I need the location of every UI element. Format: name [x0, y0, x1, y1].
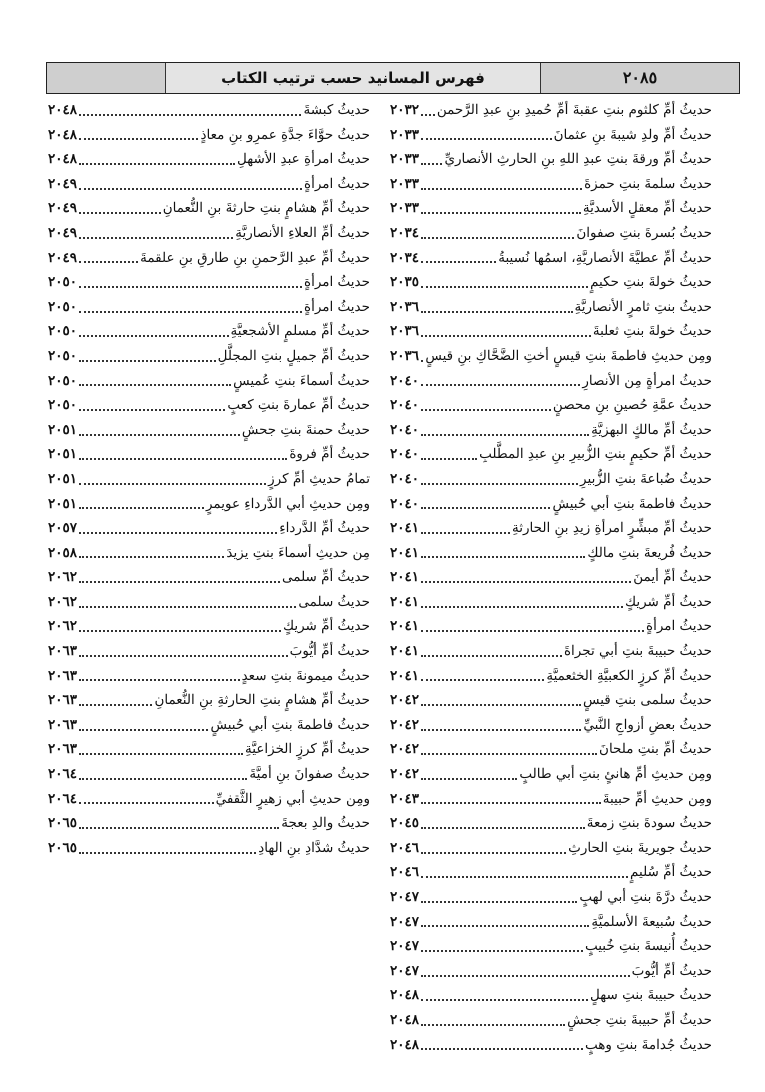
index-entry [390, 1008, 712, 1033]
dot-leader [79, 654, 288, 657]
dot-leader [79, 851, 256, 854]
entry-title: حديثُ درَّةَ بنتِ أبي لهبٍ [579, 889, 712, 905]
entry-title: حديثُ خولةَ بنتِ حكيمٍ [590, 274, 712, 291]
entry-page-number: ٢٠٤٦ [390, 864, 420, 881]
entry-page-number: ٢٠٤٨ [48, 102, 78, 118]
index-entry [390, 565, 712, 590]
dot-leader [79, 408, 225, 411]
dot-leader [421, 555, 585, 558]
index-entry [390, 590, 712, 615]
entry-page-number: ٢٠٥٠ [48, 298, 78, 315]
entry-page-number: ٢٠٦٢ [48, 618, 78, 635]
entry-page-number: ٢٠٥٧ [48, 520, 78, 537]
index-entry [48, 713, 370, 738]
dot-leader [421, 1047, 583, 1050]
entry-page-number: ٢٠٦٥ [48, 839, 78, 856]
dot-leader [421, 334, 591, 337]
entry-title: حديثُ أمِّ فروةَ [289, 446, 370, 463]
dot-leader [79, 580, 280, 583]
dot-leader [421, 1023, 565, 1026]
entry-title: تمامُ حديثِ أمِّ كرزٍ [268, 470, 370, 487]
entry-page-number: ٢٠٤١ [390, 520, 420, 537]
entry-title: ومِن حديثِ أبي زهيرٍ الثَّقفيِّ [215, 790, 370, 807]
entry-page-number: ٢٠٤٧ [390, 962, 420, 979]
index-entry [390, 614, 712, 639]
entry-title: ومِن حديثِ فاطمةَ بنتِ قيسٍ أختِ الضَّحَّاكِ بنِ قيسٍ [425, 347, 712, 364]
entry-title: حديثُ أمِّ العلاءِ الأنصاريَّةِ [235, 224, 370, 241]
entry-title: مِن حديثِ أسماءَ بنتِ يزيدَ [226, 544, 370, 561]
entry-page-number: ٢٠٣٦ [390, 298, 420, 315]
index-entry [390, 492, 712, 517]
index-entry [48, 639, 370, 664]
dot-leader [79, 162, 235, 165]
index-entry [390, 811, 712, 836]
dot-leader [79, 826, 279, 829]
dot-leader [79, 703, 152, 706]
dot-leader [421, 580, 631, 583]
entry-title: حديثُ أمِّ حبيبةَ بنتِ جحشٍ [567, 1011, 712, 1028]
index-entry [48, 270, 370, 295]
dot-leader [421, 285, 588, 288]
index-entry [48, 246, 370, 271]
index-entry [390, 98, 712, 123]
index-entry [390, 639, 712, 664]
entry-page-number: ٢٠٣٣ [390, 151, 420, 168]
running-title: فهرس المسانيد حسب ترتيب الكتاب [221, 69, 485, 87]
entry-title: حديثُ امرأةٍ مِن الأنصارِ [582, 372, 712, 389]
entry-title: حديثُ أمِّ عبدِ الرَّحمنِ بنِ طارقِ بنِ علقمةَ [140, 249, 370, 266]
entry-page-number: ٢٠٥١ [48, 470, 78, 487]
entry-title: حديثُ سُبيعةَ الأسلميَّةِ [591, 913, 712, 930]
dot-leader [79, 506, 204, 509]
dot-leader [421, 949, 583, 952]
dot-leader [421, 826, 585, 829]
index-entry [390, 295, 712, 320]
entry-page-number: ٢٠٤٠ [390, 446, 420, 463]
index-entry [48, 221, 370, 246]
entry-page-number: ٢٠٦٢ [48, 569, 78, 586]
index-column-right [390, 98, 712, 1057]
entry-title: حديثُ امرأةٍ [304, 175, 370, 192]
index-entry [48, 172, 370, 197]
entry-title: حديثُ امرأةٍ [646, 618, 712, 635]
dot-leader [421, 113, 435, 116]
dot-leader [79, 728, 208, 731]
index-entry [48, 344, 370, 369]
dot-leader [421, 137, 552, 140]
dot-leader [79, 260, 138, 263]
dot-leader [421, 924, 589, 927]
entry-page-number: ٢٠٤٥ [390, 815, 420, 832]
index-entry [390, 787, 712, 812]
dot-leader [421, 211, 581, 214]
entry-page-number: ٢٠٤٨ [390, 1011, 420, 1028]
entry-page-number: ٢٠٣٦ [390, 347, 420, 364]
entry-page-number: ٢٠٥١ [48, 446, 78, 463]
index-entry [48, 98, 370, 123]
entry-title: حديثُ ميمونةَ بنتِ سعدٍ [241, 667, 370, 684]
index-entry [390, 369, 712, 394]
index-entry [390, 713, 712, 738]
index-entry [390, 762, 712, 787]
entry-page-number: ٢٠٥٠ [48, 372, 78, 389]
dot-leader [421, 260, 496, 263]
entry-page-number: ٢٠٤١ [390, 667, 420, 684]
index-entry [48, 787, 370, 812]
entry-title: حديثُ أمِّ مالكٍ البهزيَّةِ [591, 421, 712, 438]
entry-title: حديثُ امرأةٍ [304, 274, 370, 291]
entry-page-number: ٢٠٤٨ [48, 151, 78, 168]
dot-leader [79, 555, 224, 558]
entry-title: حديثُ حمنةَ بنتِ جحشٍ [241, 421, 370, 438]
entry-page-number: ٢٠٦٣ [48, 716, 78, 733]
index-entry [390, 664, 712, 689]
index-entry [390, 516, 712, 541]
dot-leader [421, 875, 628, 878]
index-entry [390, 860, 712, 885]
entry-title: حديثُ أمِّ أيُّوبَ [289, 643, 370, 660]
entry-title: حديثُ أمِّ جميلٍ بنتِ المجلَّلِ [217, 347, 370, 364]
index-entry [390, 123, 712, 148]
entry-title: حديثُ أمِّ ورقةَ بنتِ عبدِ اللهِ بنِ الحارثِ الأنصاريِّ [444, 151, 712, 168]
dot-leader [421, 359, 423, 362]
entry-page-number: ٢٠٦٢ [48, 593, 78, 610]
entry-title: حديثُ أمِّ أيمنَ [633, 569, 712, 586]
entry-title: حديثُ أمِّ مبشِّرٍ امرأةِ زيدِ بنِ الحارثةِ [512, 520, 712, 537]
dot-leader [421, 703, 581, 706]
entry-title: حديثُ أمِّ عطيَّةَ الأنصاريَّةِ، اسمُها نُسيبةُ [498, 249, 712, 266]
dot-leader [79, 777, 247, 780]
entry-title: حديثُ فاطمةَ بنتِ أبي حُبيشٍ [210, 716, 370, 733]
dot-leader [421, 457, 477, 460]
dot-leader [421, 506, 550, 509]
entry-title: حديثُ حوَّاءَ جدَّةِ عمرِو بنِ معاذٍ [200, 126, 370, 143]
entry-title: حديثُ أمِّ شريكٍ [282, 618, 370, 635]
dot-leader [421, 900, 577, 903]
index-entry [48, 123, 370, 148]
dot-leader [79, 113, 301, 116]
entry-page-number: ٢٠٣٤ [390, 249, 420, 266]
entry-page-number: ٢٠٤٢ [390, 692, 420, 709]
entry-page-number: ٢٠٣٣ [390, 126, 420, 143]
dot-leader [421, 236, 574, 239]
entry-title: حديثُ سلمةَ بنتِ حمزةَ [584, 175, 712, 192]
entry-page-number: ٢٠٤٠ [390, 397, 420, 414]
entry-title: حديثُ فُريعةَ بنتِ مالكٍ [587, 544, 712, 561]
dot-leader [79, 629, 281, 632]
entry-page-number: ٢٠٦٥ [48, 815, 78, 832]
entry-title: حديثُ أمِّ معقلٍ الأسديَّةِ [582, 200, 712, 217]
entry-title: حديثُ أسماءَ بنتِ عُميسٍ [233, 372, 370, 389]
index-entry [48, 516, 370, 541]
entry-page-number: ٢٠٤٢ [390, 716, 420, 733]
entry-title: حديثُ أمِّ أيُّوبَ [631, 962, 712, 979]
dot-leader [79, 285, 302, 288]
entry-page-number: ٢٠٤١ [390, 569, 420, 586]
dot-leader [79, 752, 243, 755]
header-left-band [47, 63, 166, 93]
index-entry [390, 246, 712, 271]
entry-page-number: ٢٠٣٢ [390, 102, 420, 118]
dot-leader [421, 187, 582, 190]
index-entry [390, 270, 712, 295]
index-entry [390, 196, 712, 221]
index-entry [390, 1033, 712, 1058]
entry-page-number: ٢٠٦٣ [48, 692, 78, 709]
entry-page-number: ٢٠٤٧ [390, 938, 420, 955]
entry-title: حديثُ أمِّ الدَّرداءِ [279, 520, 370, 537]
dot-leader [79, 801, 214, 804]
entry-page-number: ٢٠٤٩ [48, 175, 78, 192]
entry-title: حديثُ شدَّادِ بنِ الهادِ [258, 839, 370, 856]
entry-page-number: ٢٠٦٣ [48, 643, 78, 660]
index-entry [390, 959, 712, 984]
index-entry [48, 196, 370, 221]
index-entry [48, 319, 370, 344]
dot-leader [421, 629, 644, 632]
dot-leader [79, 482, 266, 485]
index-entry [48, 369, 370, 394]
index-entry [390, 737, 712, 762]
index-entry [390, 147, 712, 172]
entry-title: حديثُ أمِّ شريكٍ [624, 593, 712, 610]
dot-leader [79, 531, 277, 534]
index-entry [390, 836, 712, 861]
entry-page-number: ٢٠٥٨ [48, 544, 78, 561]
entry-page-number: ٢٠٤٠ [390, 421, 420, 438]
dot-leader [421, 851, 566, 854]
index-entry [48, 467, 370, 492]
entry-page-number: ٢٠٥١ [48, 421, 78, 438]
entry-page-number: ٢٠٦٤ [48, 766, 78, 783]
entry-page-number: ٢٠٤١ [390, 593, 420, 610]
dot-leader [79, 211, 161, 214]
dot-leader [79, 433, 240, 436]
index-entry [48, 664, 370, 689]
dot-leader [79, 310, 302, 313]
entry-page-number: ٢٠٤٣ [390, 790, 420, 807]
entry-page-number: ٢٠٤٧ [390, 889, 420, 905]
dot-leader [421, 654, 562, 657]
entry-page-number: ٢٠٥٠ [48, 323, 78, 340]
entry-title: حديثُ أمِّ هشامٍ بنتِ الحارثةِ بنِ النُّعمانِ [154, 692, 370, 709]
entry-title: حديثُ خولةَ بنتِ ثعلبةَ [592, 323, 712, 340]
entry-page-number: ٢٠٤٠ [390, 495, 420, 512]
entry-title: حديثُ أمِّ كرزٍ الكعبيَّةِ الخثعميَّةِ [546, 667, 712, 684]
entry-page-number: ٢٠٤٨ [390, 1036, 420, 1053]
page-header [46, 62, 740, 94]
entry-page-number: ٢٠٤١ [390, 544, 420, 561]
dot-leader [421, 728, 581, 731]
entry-title: ومِن حديثِ أمِّ حبيبةَ [602, 790, 712, 807]
entry-page-number: ٢٠٥٠ [48, 397, 78, 414]
index-entry [390, 221, 712, 246]
entry-page-number: ٢٠٦٤ [48, 790, 78, 807]
entry-title: ومِن حديثِ أمِّ هانئٍ بنتِ أبي طالبٍ [519, 766, 712, 783]
entry-title: حديثُ أمِّ مسلمٍ الأشجعيَّةِ [230, 323, 370, 340]
dot-leader [421, 998, 588, 1001]
entry-title: حديثُ حبيبةَ بنتِ سهلٍ [590, 987, 712, 1004]
index-entry [48, 688, 370, 713]
index-entry [48, 393, 370, 418]
dot-leader [79, 334, 229, 337]
entry-title: حديثُ امرأةٍ [304, 298, 370, 315]
entry-title: حديثُ فاطمةَ بنتِ أبي حُبيشٍ [552, 495, 712, 512]
entry-title: حديثُ أمِّ ولدِ شيبةَ بنِ عثمانَ [553, 126, 712, 143]
index-column-left [48, 98, 370, 860]
dot-leader [79, 605, 296, 608]
entry-title: حديثُ عمَّةِ حُصينِ بنِ محصنٍ [552, 397, 712, 414]
entry-page-number: ٢٠٤٧ [390, 913, 420, 930]
entry-title: حديثُ أمِّ حكيمٍ بنتِ الزُّبيرِ بنِ عبدِ المطَّلبِ [479, 446, 712, 463]
index-entry [390, 442, 712, 467]
entry-page-number: ٢٠٥٠ [48, 347, 78, 364]
entry-title: حديثُ سلمى [298, 593, 370, 610]
index-entry [390, 418, 712, 443]
entry-page-number: ٢٠٣٦ [390, 323, 420, 340]
entry-title: حديثُ بعضِ أزواجِ النَّبيِّ [583, 716, 712, 733]
entry-page-number: ٢٠٣٣ [390, 175, 420, 192]
dot-leader [79, 137, 198, 140]
entry-title: حديثُ أمِّ عمارةَ بنتِ كعبٍ [227, 397, 370, 414]
index-entry [390, 541, 712, 566]
entry-page-number: ٢٠٤٩ [48, 249, 78, 266]
index-entry [48, 590, 370, 615]
entry-title: حديثُ كبشةَ [303, 102, 370, 118]
entry-title: حديثُ أمِّ سُليمٍ [630, 864, 712, 881]
entry-title: حديثُ بُسرةَ بنتِ صفوانَ [576, 224, 712, 241]
index-entry [48, 762, 370, 787]
dot-leader [79, 678, 240, 681]
index-entry [390, 983, 712, 1008]
index-entry [48, 737, 370, 762]
entry-page-number: ٢٠٤٠ [390, 470, 420, 487]
entry-page-number: ٢٠٦٣ [48, 741, 78, 758]
entry-page-number: ٢٠٤٠ [390, 372, 420, 389]
dot-leader [421, 310, 572, 313]
entry-title: حديثُ والدِ بعجةَ [281, 815, 370, 832]
entry-title: حديثُ امرأةِ عبدِ الأشهلِ [237, 151, 370, 168]
entry-title: حديثُ حبيبةَ بنتِ أبي تجراةَ [563, 643, 712, 660]
dot-leader [421, 974, 630, 977]
index-entry [390, 172, 712, 197]
entry-page-number: ٢٠٤٨ [390, 987, 420, 1004]
index-entry [48, 565, 370, 590]
index-entry [48, 614, 370, 639]
entry-title: حديثُ أُنيسةَ بنتِ خُبيبٍ [584, 938, 712, 955]
dot-leader [79, 359, 216, 362]
dot-leader [79, 187, 302, 190]
page-number: ٢٠٨٥ [622, 68, 658, 87]
entry-title: حديثُ أمِّ كرزٍ الخزاعيَّةِ [245, 741, 370, 758]
index-entry [390, 910, 712, 935]
dot-leader [421, 383, 580, 386]
entry-title: حديثُ أمِّ كلثوم بنتِ عقبةَ أمِّ حُميدِ بنِ عبدِ الرَّحمن [436, 102, 712, 118]
entry-title: حديثُ أمِّ بنتِ ملحانَ [599, 741, 712, 758]
index-entry [390, 393, 712, 418]
index-entry [48, 541, 370, 566]
entry-page-number: ٢٠٤٢ [390, 741, 420, 758]
entry-page-number: ٢٠٤٩ [48, 200, 78, 217]
dot-leader [421, 531, 510, 534]
entry-title: حديثُ جويريةَ بنتِ الحارثِ [568, 839, 712, 856]
entry-title: حديثُ بنتِ ثامرٍ الأنصاريَّةِ [574, 298, 712, 315]
dot-leader [79, 457, 287, 460]
index-entry [48, 442, 370, 467]
index-entry [48, 492, 370, 517]
entry-title: حديثُ صفوانَ بنِ أميَّةَ [249, 766, 370, 783]
dot-leader [421, 482, 578, 485]
dot-leader [421, 433, 589, 436]
entry-page-number: ٢٠٣٤ [390, 224, 420, 241]
index-entry [390, 688, 712, 713]
entry-page-number: ٢٠٤٦ [390, 839, 420, 856]
index-entry [390, 467, 712, 492]
entry-title: حديثُ أمِّ هشامٍ بنتِ حارثةَ بنِ النُّعمانِ [162, 200, 370, 217]
index-entry [48, 295, 370, 320]
dot-leader [421, 777, 517, 780]
index-entry [390, 934, 712, 959]
entry-title: ومِن حديثِ أبي الدَّرداءِ عويمرٍ [205, 495, 370, 512]
entry-title: حديثُ سودةَ بنتِ زمعةَ [586, 815, 712, 832]
entry-title: حديثُ جُدامةَ بنتِ وهبٍ [585, 1036, 712, 1053]
index-entry [48, 836, 370, 861]
dot-leader [79, 383, 231, 386]
dot-leader [421, 801, 601, 804]
entry-page-number: ٢٠٥٠ [48, 274, 78, 291]
dot-leader [421, 605, 623, 608]
dot-leader [79, 236, 233, 239]
entry-page-number: ٢٠٤٨ [48, 126, 78, 143]
entry-title: حديثُ أمِّ سلمى [282, 569, 370, 586]
entry-title: حديثُ ضُباعةَ بنتِ الزُّبيرِ [580, 470, 712, 487]
index-entry [48, 147, 370, 172]
entry-page-number: ٢٠٤١ [390, 618, 420, 635]
index-entry [390, 344, 712, 369]
index-entry [48, 418, 370, 443]
entry-page-number: ٢٠٣٥ [390, 274, 420, 291]
entry-title: حديثُ سلمى بنتِ قيسٍ [583, 692, 712, 709]
index-entry [390, 319, 712, 344]
dot-leader [421, 162, 442, 165]
index-entry [48, 811, 370, 836]
entry-page-number: ٢٠٤٢ [390, 766, 420, 783]
dot-leader [421, 678, 544, 681]
dot-leader [421, 408, 551, 411]
index-entry [390, 885, 712, 910]
entry-page-number: ٢٠٣٣ [390, 200, 420, 217]
entry-page-number: ٢٠٦٣ [48, 667, 78, 684]
entry-page-number: ٢٠٤١ [390, 643, 420, 660]
dot-leader [421, 752, 597, 755]
entry-page-number: ٢٠٤٩ [48, 224, 78, 241]
entry-page-number: ٢٠٥١ [48, 495, 78, 512]
